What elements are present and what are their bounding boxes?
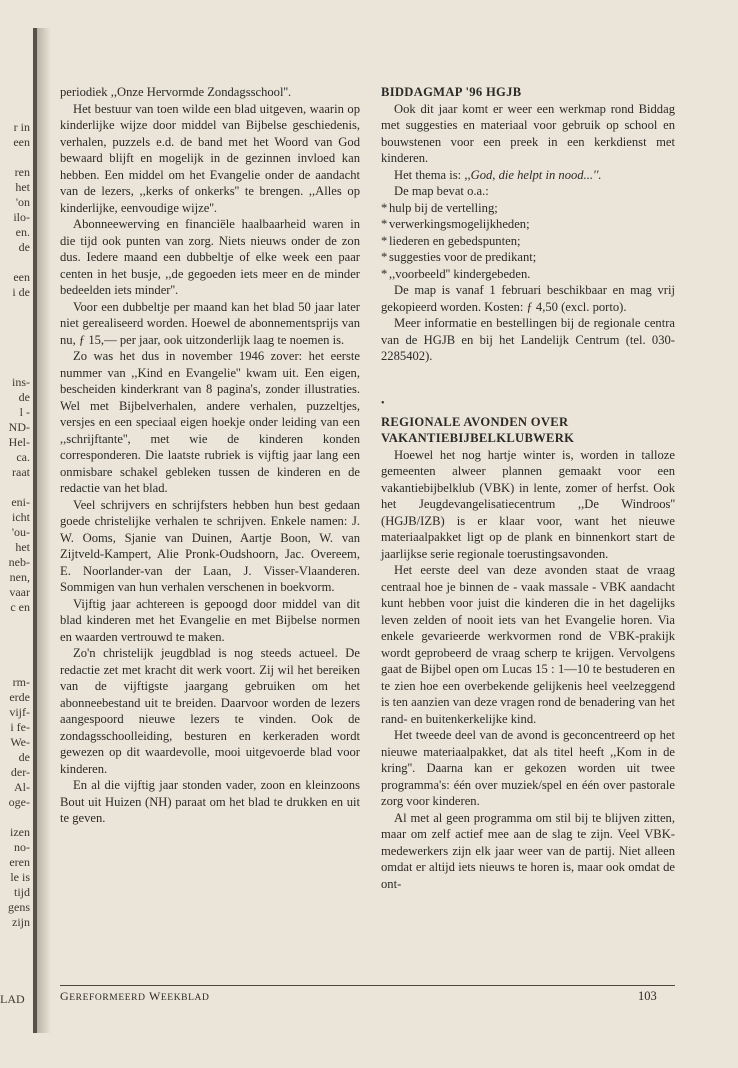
prev-page-line: gens <box>8 900 30 914</box>
right-column <box>381 84 675 892</box>
paragraph: Veel schrijvers en schrijfsters hebben hun best gedaan goede christelijke verhalen te schrijven. Enkele namen: J. W. Ooms, Sjanie van Duinen, Aartje Boon, W. van Zijtveld-Kampert, Alie Pronk-Oudshoorn, Jac. Overeem, E. Noorlander-van der Laan, J. Visser-Vlaanderen. Sommigen van hun verhalen verschenen in boekvorm. <box>60 497 360 594</box>
list-item: * ,,voorbeeld'' kindergebeden. <box>381 266 675 283</box>
list-item: * verwerkingsmogelijkheden; <box>381 216 675 233</box>
prev-page-line <box>0 660 30 675</box>
prev-page-line: ca. <box>16 450 30 464</box>
prev-page-line <box>0 315 30 330</box>
prev-page-line: l - <box>19 405 30 419</box>
theme-prefix: Het thema is: <box>394 167 465 182</box>
prev-page-line: icht <box>12 510 30 524</box>
paragraph: periodiek ,,Onze Hervormde Zondagsschool''. <box>60 85 292 99</box>
prev-page-line: le is <box>10 870 30 884</box>
prev-page-line: een <box>13 270 30 284</box>
prev-page-line <box>0 615 30 630</box>
prev-page-line <box>0 360 30 375</box>
prev-page-line: neb- <box>8 555 30 569</box>
contents-list <box>381 200 675 283</box>
prev-page-line: no- <box>14 840 30 854</box>
prev-page-line: ilo- <box>13 210 30 224</box>
paragraph: Het eerste deel van deze avonden staat de vraag centraal hoe je binnen de - vaak massale - VBK aandacht kunt hebben voor juist die kinderen die in het dagelijks leven zelden of nooit iets van het Evangelie horen. Via enkele gevarieerde werkvormen rond de VBK-prakijk wordt geprobeerd de vraag scherp te krijgen. Vervolgens gaat de Bijbel open om Lucas 15 : 1—10 te bestuderen en te zien hoe een overbekende gelijkenis heel veelzeggend is ten aanzien van deze vragen rond de benadering van het rand- en buitenkerkelijke kind. <box>381 563 675 726</box>
prev-page-line <box>0 300 30 315</box>
previous-page-fragment <box>0 120 30 1006</box>
prev-page-line: 'ou- <box>11 525 30 539</box>
prev-page-line: het <box>15 180 30 194</box>
paragraph: Voor een dubbeltje per maand kan het blad 50 jaar later niet gerealiseerd worden. Hoewel de abonnementsprijs van nu, ƒ 15,— per jaar, ook uitzonderlijk laag te noemen is. <box>60 299 360 347</box>
prev-page-line: de <box>18 390 30 404</box>
binding-shadow <box>37 28 51 1033</box>
list-item: * liederen en gebedspunten; <box>381 233 675 250</box>
prev-page-line: ins- <box>12 375 30 389</box>
section-spacer <box>381 365 675 398</box>
prev-page-line: eren <box>9 855 30 869</box>
divider-mark: • <box>381 397 385 409</box>
prev-page-line <box>0 630 30 645</box>
prev-page-line: erde <box>9 690 30 704</box>
prev-page-line <box>0 330 30 345</box>
prev-page-line: een <box>13 135 30 149</box>
paragraph: Al met al geen programma om stil bij te blijven zitten, maar om zelf actief mee aan de slag te zijn. Veel VBK-medewerkers zijn elk jaar weer van de partij. Niet alleen omdat er altijd iets nieuws te horen is, maar ook omdat de ont- <box>381 810 675 891</box>
footer-rule <box>60 985 675 986</box>
prev-page-line: r in <box>13 120 30 134</box>
paragraph: En al die vijftig jaar stonden vader, zoon en kleinzoons Bout uit Huizen (NH) paraat om het blad te drukken en uit te geven. <box>60 778 360 825</box>
prev-page-line: het <box>15 540 30 554</box>
title-initial: W <box>148 989 161 1003</box>
paragraph: Zo'n christelijk jeugdblad is nog steeds actueel. De redactie zet met kracht dit werk voort. Zij wil het bereiken van de vijftigste jaargang gebruiken om het abonneebestand uit te breiden. Daarvoor worden de lezers aangespoord nieuwe lezers te vinden. Ook de zondagsschoolleiding, besturen en kerkeraden wordt gewezen op dit waardevolle, mooi uitgevoerde blad voor kinderen. <box>60 646 360 776</box>
prev-page-line: en. <box>15 225 30 239</box>
prev-page-line: de <box>18 240 30 254</box>
list-item: * suggesties voor de predikant; <box>381 249 675 266</box>
section-heading-biddagmap: BIDDAGMAP '96 HGJB <box>381 85 522 99</box>
prev-page-line <box>0 150 30 165</box>
prev-page-line <box>0 255 30 270</box>
prev-page-line: oge- <box>8 795 30 809</box>
list-item: * hulp bij de vertelling; <box>381 200 675 217</box>
prev-page-line: ND- <box>8 420 30 434</box>
prev-page-line: der- <box>10 765 30 779</box>
prev-page-line <box>0 345 30 360</box>
paragraph: De map is vanaf 1 februari beschikbaar en mag vrij gekopieerd worden. Kosten: ƒ 4,50 (excl. porto). <box>381 283 675 314</box>
prev-page-line: zijn <box>12 915 30 929</box>
theme-title: ,,God, die helpt in nood...''. <box>464 167 602 182</box>
title-initial: G <box>60 989 70 1003</box>
paragraph: De map bevat o.a.: <box>394 184 489 198</box>
prev-page-line: We- <box>10 735 30 749</box>
paragraph: Het tweede deel van de avond is geconcentreerd op het nieuwe materiaalpakket, dat als titel heeft ,,Kom in de kring''. Daarna kan er gekozen worden uit twee programma's: één over muziek/spel en één over pastorale zorg voor kinderen. <box>381 728 675 808</box>
paragraph: Abonneewerving en financiële haalbaarheid waren in die tijd ook punten van zorg. Niets nieuws onder de zon dus. Iedere maand een dubbeltje of elke week een paar centen in het busje, ,,de gegoeden iets meer en de minder bedeelden iets minder''. <box>60 217 360 297</box>
paragraph: Vijftig jaar achtereen is gepoogd door middel van dit blad kinderen met het Evangelie en met Bijbelse normen en waarden vertrouwd te maken. <box>60 596 360 644</box>
paragraph: Meer informatie en bestellingen bij de regionale centra van de HGJB en bij het Landelijk Centrum (tel. 030-2285402). <box>381 316 675 363</box>
prev-page-line: ren <box>14 165 30 179</box>
page-number: 103 <box>638 989 657 1003</box>
theme-line <box>381 167 675 184</box>
prev-page-line: i fe- <box>10 720 30 734</box>
prev-page-line: 'on <box>15 195 30 209</box>
prev-page-line <box>0 810 30 825</box>
paragraph: Zo was het dus in november 1946 zover: het eerste nummer van ,,Kind en Evangelie'' kwam uit. Een eigen, bescheiden kinderkrant van 8 pagina's, zonder illustraties. Wel met Bijbelverhalen, andere verhalen, puzzeltjes, versjes en een speciaal eigen hoekje onder leiding van een ,,schrijftante'', met wie de kinderen konden corresponderen. Die laatste rubriek is vijftig jaar lang een onmisbare schakel gebleken tussen de kinderen en de redactie van het blad. <box>60 349 360 495</box>
prev-page-line: izen <box>10 825 30 839</box>
prev-page-line: de <box>18 750 30 764</box>
title-smallcaps: EREFORMEERD <box>69 993 146 1003</box>
paragraph: Hoewel het nog hartje winter is, worden in talloze gemeenten alweer plannen gemaakt voor een vakantiebijbelklub (VBK) in lente, zomer of herfst. Ook het Jeugdevangelisatiecentrum ,,De Windroos'' (HGJB/IZB) is er klaar voor, want het nieuwe materiaalpakket ligt op de plank en binnenkort start de jaarlijkse serie regionale toerustingsavonden. <box>381 447 675 561</box>
left-column <box>60 84 360 827</box>
prev-page-line: Hel- <box>8 435 30 449</box>
paragraph: Het bestuur van toen wilde een blad uitgeven, waarin op kinderlijke wijze door middel van Bijbelse geschiedenis, verhalen, puzzels e.d. de band met het Woord van God bewaard blijft en mogelijk in de gezinnen invloed kan hebben. Een middel om het Evangelie onder de aandacht van de lezers, ,,kerks of onkerks'' te brengen. ,,Alles op kinderlijke, eenvoudige wijze''. <box>60 101 360 215</box>
paragraph: Ook dit jaar komt er weer een werkmap rond Biddag met suggesties en materiaal voor gebruik op school en bouwstenen voor een preek in een kerkdienst met kinderen. <box>381 101 675 165</box>
heading-line: VAKANTIEBIJBELKLUBWERK <box>381 431 575 445</box>
prev-page-line: i de <box>12 285 30 299</box>
prev-page-footer: LAD <box>0 992 25 1006</box>
title-smallcaps: EEKBLAD <box>160 993 210 1003</box>
section-heading-vbk <box>381 414 675 447</box>
prev-page-line: tijd <box>13 885 30 899</box>
prev-page-line: raat <box>12 465 30 479</box>
prev-page-line: nen, <box>9 570 30 584</box>
footer-publication-title <box>60 989 209 1004</box>
prev-page-line <box>0 645 30 660</box>
prev-page-line: Al- <box>14 780 30 794</box>
prev-page-line: vijf- <box>9 705 30 719</box>
prev-page-line <box>0 480 30 495</box>
prev-page-line: eni- <box>11 495 30 509</box>
prev-page-line: c en <box>10 600 30 614</box>
prev-page-line: vaar <box>9 585 30 599</box>
prev-page-line: rm- <box>12 675 30 689</box>
heading-line: REGIONALE AVONDEN OVER <box>381 414 569 429</box>
